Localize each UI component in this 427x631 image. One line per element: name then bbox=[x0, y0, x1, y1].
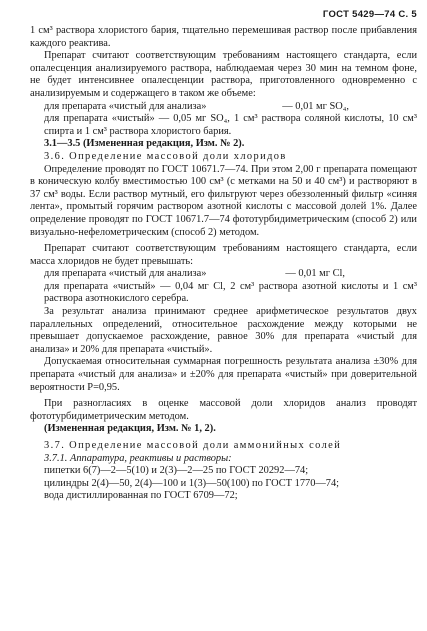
list-item: цилиндры 2(4)—50, 2(4)—100 и 1(3)—50(100) по ГОСТ 1770—74; bbox=[44, 477, 340, 489]
subsection-title: 3.7.1. Аппаратура, реактивы и растворы: bbox=[44, 452, 232, 464]
paragraph: За результат анализа принимают среднее арифметическое результатов двух параллельных определений, относительное расхождение между которыми не превышает допускаемое расхождение, равное 30% для препарата «чистый для анализа» и 20% для препарата «чистый». bbox=[30, 306, 417, 355]
limit-value: — 0,01 мг Cl, bbox=[285, 268, 345, 280]
paragraph: для препарата «чистый» — 0,05 мг SO₄, 1 см³ раствора соляной кислоты, 10 см³ спирта и 1 см³ раствора хлористого бария. bbox=[44, 113, 417, 137]
amendment-note: 3.1—3.5 (Измененная редакция, Изм. № 2). bbox=[44, 138, 245, 150]
paragraph: 1 см³ раствора хлористого бария, тщательно перемешивая раствор после прибавления каждого реактива. bbox=[30, 25, 417, 49]
document-body bbox=[30, 25, 417, 503]
page-header: ГОСТ 5429—74 С. 5 bbox=[322, 9, 417, 20]
section-title: 3.6. Определение массовой доли хлоридов bbox=[44, 150, 287, 162]
paragraph: Определение проводят по ГОСТ 10671.7—74. При этом 2,00 г препарата помещают в коническую колбу вместимостью 100 см³ (с метками на 50 и 40 см³) и растворяют в 37 см³ воды. Если раствор мутный, его фильтруют через обеззоленный фильтр «синяя лента», промытый горячим раствором азотной кислоты с массовой долей 1%. Далее определение проводят по ГОСТ 10671.7—74 фототурбидиметрическим (способ 2) или визуально-нефелометрическим (способ 2) методом. bbox=[30, 163, 417, 238]
limit-label: для препарата «чистый для анализа» bbox=[44, 268, 207, 280]
paragraph: Препарат считают соответствующим требованиям настоящего стандарта, если масса хлоридов не будет превышать: bbox=[30, 243, 417, 267]
document-page bbox=[30, 9, 417, 503]
limit-value: — 0,01 мг SO₄, bbox=[282, 100, 349, 112]
limit-line bbox=[30, 101, 417, 114]
list-item: пипетки 6(7)—2—5(10) и 2(3)—2—25 по ГОСТ 20292—74; bbox=[44, 465, 309, 477]
limit-line bbox=[30, 268, 417, 281]
paragraph: для препарата «чистый» — 0,04 мг Cl, 2 см³ раствора азотной кислоты и 1 см³ раствора азотнокислого серебра. bbox=[44, 280, 417, 305]
limit-label: для препарата «чистый для анализа» bbox=[44, 100, 207, 112]
paragraph: Допускаемая относительная суммарная погрешность результата анализа ±30% для препарата «чистый для анализа» и ±20% для препарата «чистый» при доверительной вероятности P=0,95. bbox=[30, 356, 417, 393]
section-title: 3.7. Определение массовой доли аммонийных солей bbox=[44, 440, 342, 451]
paragraph: Препарат считают соответствующим требованиям настоящего стандарта, если опалесценция анализируемого раствора, наблюдаемая через 30 мин на темном фоне, не будет интенсивнее опалесценции раствора, приготовленного одновременно с анализируемым и содержащего в таком же объеме: bbox=[30, 50, 417, 99]
list-item: вода дистиллированная по ГОСТ 6709—72; bbox=[44, 490, 238, 502]
amendment-note: (Измененная редакция, Изм. № 1, 2). bbox=[44, 423, 216, 435]
paragraph: При разногласиях в оценке массовой доли хлоридов анализ проводят фототурбидиметрическим методом. bbox=[30, 398, 417, 422]
